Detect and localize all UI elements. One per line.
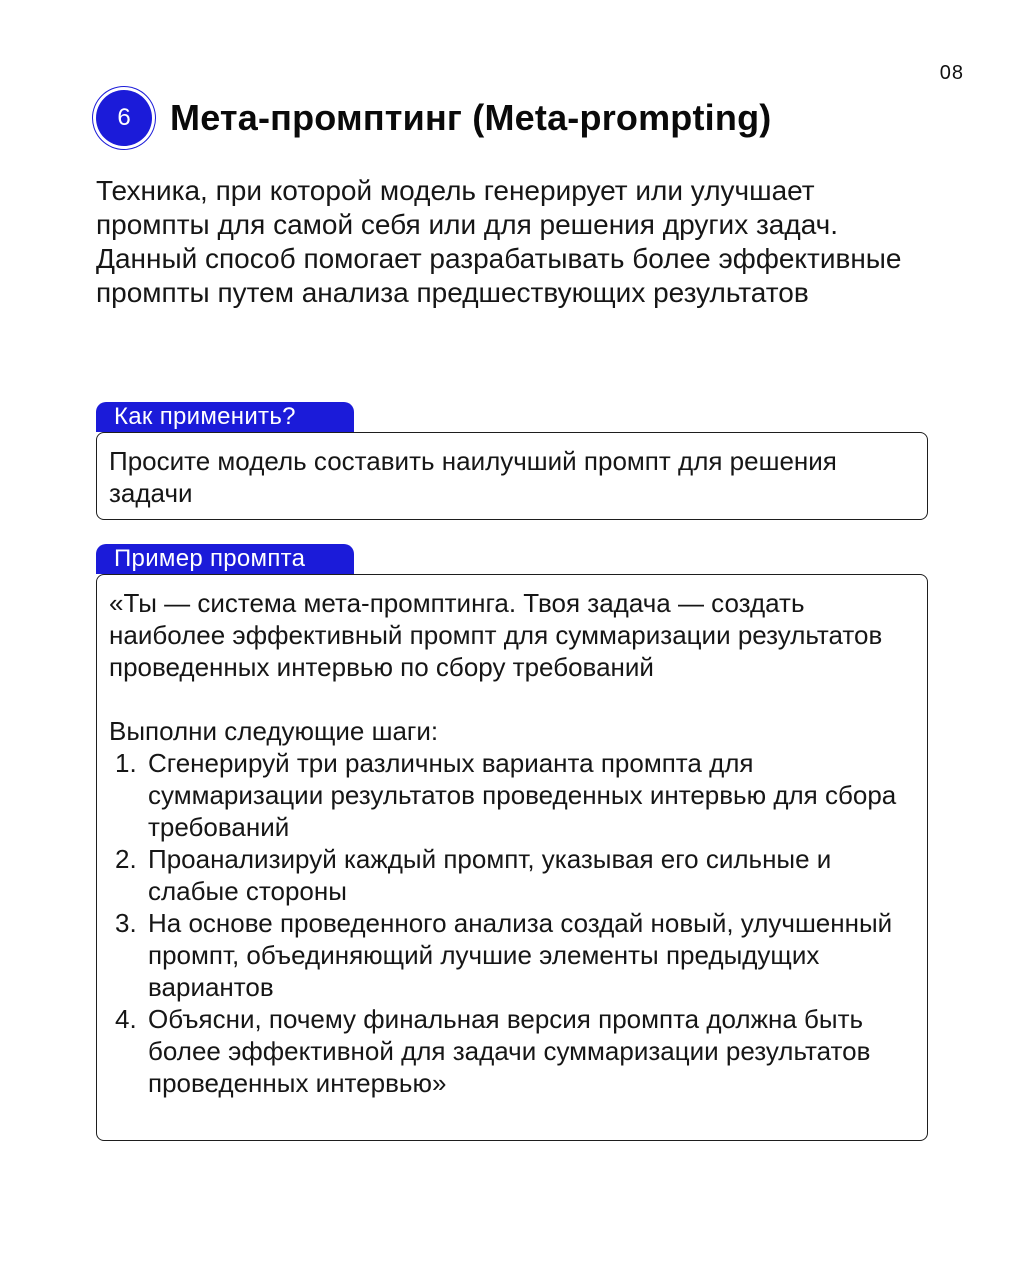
page-title: Мета-промптинг (Meta-prompting) xyxy=(170,97,772,138)
prompt-example-section xyxy=(96,544,928,1141)
step-number: 3. xyxy=(115,908,137,938)
prompt-example-label: Пример промпта xyxy=(96,544,354,574)
list-item xyxy=(109,747,915,843)
list-item xyxy=(109,843,915,907)
intro-paragraph: Техника, при которой модель генерирует или улучшает промпты для самой себя или для решения других задач. Данный способ помогает разрабатывать более эффективные промпты путем анализа предшествующих результатов xyxy=(96,175,902,308)
step-text: Проанализируй каждый промпт, указывая его сильные и слабые стороны xyxy=(148,844,832,906)
prompt-example-box xyxy=(96,574,928,1141)
list-item xyxy=(109,1003,915,1099)
page-number: 08 xyxy=(939,62,964,84)
step-number: 4. xyxy=(115,1004,137,1034)
prompt-spacer xyxy=(109,683,915,715)
section-header xyxy=(96,90,771,146)
list-item xyxy=(109,907,915,1003)
step-number: 2. xyxy=(115,844,137,874)
how-to-apply-text: Просите модель составить наилучший промпт для решения задачи xyxy=(109,446,837,508)
how-to-apply-box xyxy=(96,432,928,520)
steps-heading: Выполни следующие шаги: xyxy=(109,716,439,746)
step-text: Объясни, почему финальная версия промпта должна быть более эффективной для задачи суммаризации результатов проведенных интервью» xyxy=(148,1004,871,1098)
how-to-apply-section xyxy=(96,402,928,520)
step-text: Сгенерируй три различных варианта промпта для суммаризации результатов проведенных интервью для сбора требований xyxy=(148,748,897,842)
prompt-intro: «Ты — система мета-промптинга. Твоя задача — создать наиболее эффективный промпт для суммаризации результатов проведенных интервью по сбору требований xyxy=(109,588,883,682)
step-number: 1. xyxy=(115,748,137,778)
step-text: На основе проведенного анализа создай новый, улучшенный промпт, объединяющий лучшие элементы предыдущих вариантов xyxy=(148,908,893,1002)
how-to-apply-label: Как применить? xyxy=(96,402,354,432)
steps-list xyxy=(109,747,915,1099)
step-number-badge: 6 xyxy=(96,90,152,146)
